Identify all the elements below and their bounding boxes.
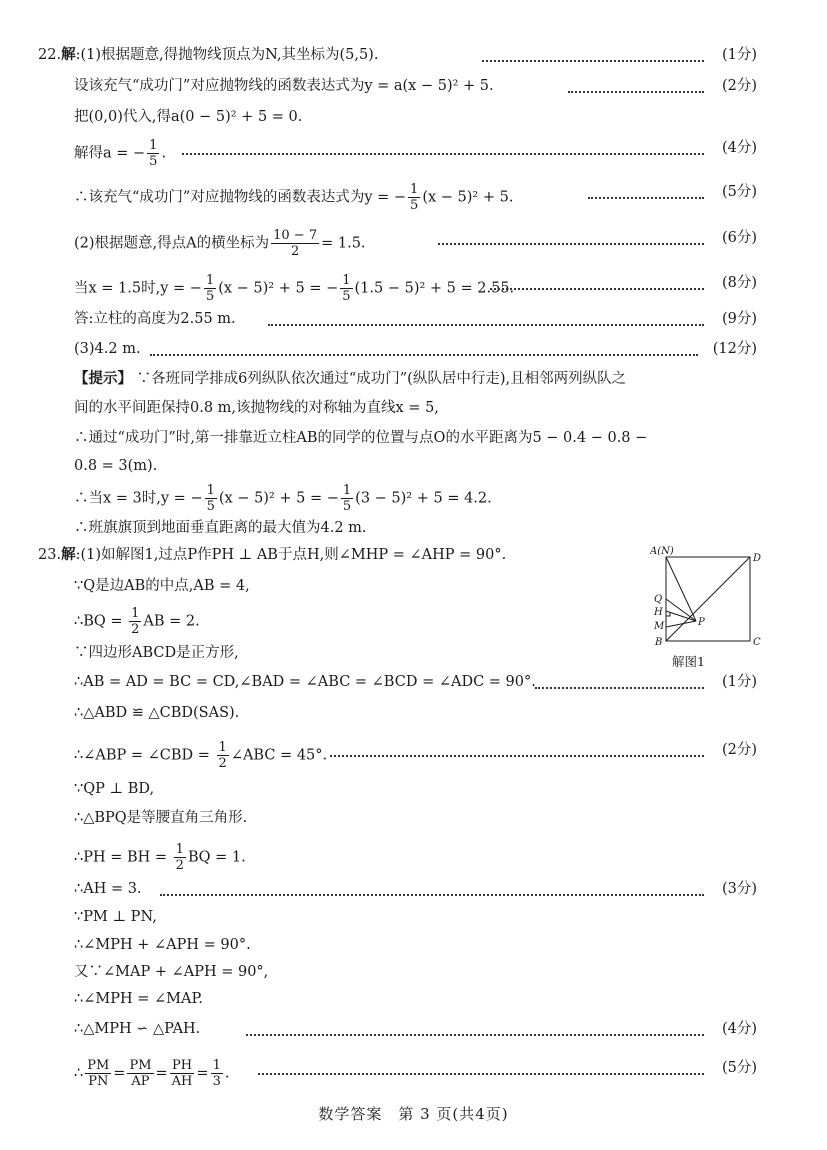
fraction	[340, 273, 352, 304]
fraction-numerator: 1	[206, 483, 215, 498]
fraction	[211, 1058, 223, 1089]
question-number: 22.	[38, 47, 62, 63]
fraction	[174, 842, 186, 873]
fraction-numerator: 1	[131, 606, 140, 621]
tip-label: 【提示】	[74, 370, 132, 387]
answer-line: ∴通过“成功门”时,第一排靠近立柱AB的同学的位置与点O的水平距离为5 − 0.4 − 0.8 −	[74, 430, 648, 446]
dot-leader	[246, 1034, 704, 1036]
answer-line: ∴△BPQ是等腰直角三角形.	[74, 810, 248, 826]
line-text: ∴BQ =	[74, 613, 128, 630]
score-mark: (5分)	[721, 1060, 757, 1076]
fraction-numerator: 1	[410, 182, 419, 197]
figure-caption: 解图1	[672, 654, 705, 669]
fraction	[147, 138, 159, 169]
score-mark: (4分)	[721, 1021, 757, 1037]
geometry-figure	[650, 545, 770, 670]
fraction	[217, 740, 229, 771]
fraction-denominator: 5	[410, 198, 419, 213]
fraction	[129, 606, 141, 637]
answer-line	[38, 545, 506, 565]
fraction-denominator: 5	[205, 289, 215, 304]
line-text: ∴该充气“成功门”对应抛物线的函数表达式为y = −	[74, 189, 407, 206]
fraction-numerator: 1	[175, 842, 184, 857]
fraction-numerator: 10 − 7	[273, 228, 318, 243]
fraction-denominator: 5	[149, 154, 158, 169]
line-text: ∴	[74, 1065, 84, 1082]
answer-line	[74, 842, 246, 873]
line-text: .	[224, 1065, 230, 1082]
fraction	[408, 182, 420, 213]
label-q: Q	[654, 594, 663, 605]
score-mark: (1分)	[721, 674, 757, 690]
line-text: ∠ABC = 45°.	[230, 747, 328, 764]
dot-leader	[182, 153, 704, 155]
answer-line: ∴AB = AD = BC = CD,∠BAD = ∠ABC = ∠BCD = ∠ADC = 90°.	[74, 674, 536, 690]
line-text: (x − 5)² + 5 = −	[218, 280, 339, 297]
line-text: = 1.5.	[321, 235, 366, 252]
label-c: C	[753, 637, 761, 648]
score-mark: (2分)	[721, 78, 757, 94]
label-b: B	[655, 637, 663, 648]
dot-leader	[258, 1073, 704, 1075]
answer-line	[74, 369, 626, 389]
fraction-denominator: 3	[212, 1074, 221, 1089]
label-h: H	[654, 607, 663, 618]
answer-line	[74, 1058, 229, 1089]
dot-leader	[438, 243, 704, 245]
fraction-denominator: 5	[342, 289, 351, 304]
line-text: :(1)根据题意,得抛物线顶点为N,其坐标为(5,5).	[75, 47, 379, 63]
answer-line: ∴△MPH ∽ △PAH.	[74, 1021, 201, 1037]
answer-line: 0.8 = 3(m).	[74, 458, 158, 474]
score-mark: (6分)	[721, 230, 757, 246]
line-text: .	[161, 145, 167, 162]
answer-line	[74, 606, 200, 637]
fraction	[205, 483, 217, 514]
fraction-denominator: AP	[131, 1074, 150, 1089]
fraction-numerator: 1	[218, 740, 227, 755]
fraction-numerator: 1	[205, 273, 215, 288]
label-p: P	[698, 617, 705, 628]
label-d: D	[753, 553, 762, 564]
line-text: =	[113, 1065, 126, 1082]
line-text: 解得a = −	[74, 145, 146, 162]
fraction	[271, 228, 319, 259]
answer-line: ∵四边形ABCD是正方形,	[74, 645, 239, 661]
line-text: (3 − 5)² + 5 = 4.2.	[355, 490, 492, 507]
diagonal-bd	[666, 557, 750, 641]
answer-line: ∴∠MPH + ∠APH = 90°.	[74, 937, 251, 953]
answer-line	[74, 483, 492, 514]
page-footer: 数学答案 第 3 页(共4页)	[318, 1105, 509, 1123]
line-text: :(1)如解图1,过点P作PH ⊥ AB于点H,则∠MHP = ∠AHP = 90°.	[75, 547, 507, 563]
fraction-denominator: 2	[218, 756, 227, 771]
line-text: (2)根据题意,得点A的横坐标为	[74, 235, 270, 252]
fraction	[204, 273, 216, 304]
score-mark: (3分)	[721, 881, 757, 897]
dot-leader	[268, 324, 704, 326]
answer-line: ∵PM ⊥ PN,	[74, 909, 157, 925]
line-text: (x − 5)² + 5 = −	[218, 490, 339, 507]
line-text: =	[196, 1065, 209, 1082]
fraction-denominator: 5	[342, 499, 352, 514]
fraction-denominator: 5	[206, 499, 215, 514]
answer-line	[74, 182, 513, 213]
fraction-numerator: PH	[170, 1058, 195, 1074]
line-text: =	[155, 1065, 168, 1082]
line-text: ∴当x = 3时,y = −	[74, 490, 203, 507]
dot-leader	[568, 91, 704, 93]
fraction-numerator: 1	[212, 1058, 221, 1073]
fraction	[127, 1058, 153, 1089]
fraction-denominator: 2	[175, 858, 184, 873]
line-text: (1.5 − 5)² + 5 = 2.55.	[354, 280, 515, 297]
score-mark: (2分)	[721, 742, 757, 758]
answer-line: ∵QP ⊥ BD,	[74, 781, 155, 797]
line-text: (x − 5)² + 5.	[422, 189, 514, 206]
segment-ap	[666, 557, 696, 621]
answer-line	[74, 273, 514, 304]
score-mark: (12分)	[712, 341, 757, 357]
dot-leader	[535, 687, 704, 689]
fraction-numerator: 1	[342, 273, 351, 288]
answer-line	[38, 45, 378, 65]
answer-line	[74, 740, 327, 771]
score-mark: (5分)	[721, 184, 757, 200]
fraction-denominator: PN	[88, 1074, 109, 1089]
answer-line	[74, 138, 166, 169]
label-m: M	[654, 621, 665, 632]
score-mark: (1分)	[721, 47, 757, 63]
answer-line	[74, 228, 366, 259]
fraction	[85, 1058, 111, 1089]
answer-line: ∵Q是边AB的中点,AB = 4,	[74, 578, 250, 594]
segment-qp	[666, 599, 696, 621]
fraction-denominator: 2	[290, 244, 300, 259]
dot-leader	[150, 354, 698, 356]
fraction-numerator: 1	[149, 138, 158, 153]
dot-leader	[330, 755, 704, 757]
score-mark: (9分)	[721, 311, 757, 327]
dot-leader	[588, 197, 704, 199]
fraction	[170, 1058, 195, 1089]
answer-line: (3)4.2 m.	[74, 341, 141, 357]
score-mark: (4分)	[721, 140, 757, 156]
fraction-denominator: AH	[171, 1074, 193, 1089]
fraction-numerator: PM	[87, 1058, 110, 1073]
answer-line: ∴∠MPH = ∠MAP.	[74, 991, 203, 1007]
answer-line: ∴AH = 3.	[74, 881, 142, 897]
answer-line: 又∵∠MAP + ∠APH = 90°,	[74, 964, 269, 980]
line-text: ∵各班同学排成6列纵队依次通过“成功门”(纵队居中行走),且相邻两列纵队之	[132, 371, 627, 387]
answer-line: 答:立柱的高度为2.55 m.	[74, 311, 236, 327]
answer-line: ∴班旗旗顶到地面垂直距离的最大值为4.2 m.	[74, 520, 367, 536]
line-text: ∴PH = BH =	[74, 849, 172, 866]
dot-leader	[482, 60, 704, 62]
question-number: 23.	[38, 547, 62, 563]
score-mark: (8分)	[721, 275, 757, 291]
label-a: A(N)	[650, 546, 674, 557]
fraction-denominator: 2	[131, 622, 140, 637]
fraction-numerator: 1	[342, 483, 352, 498]
dot-leader	[160, 894, 704, 896]
answer-line: 设该充气“成功门”对应抛物线的函数表达式为y = a(x − 5)² + 5.	[74, 78, 494, 94]
solution-label: 解	[61, 546, 76, 563]
line-text: ∴∠ABP = ∠CBD =	[74, 747, 215, 764]
answer-line: 把(0,0)代入,得a(0 − 5)² + 5 = 0.	[74, 109, 303, 125]
line-text: AB = 2.	[143, 613, 200, 630]
fraction	[341, 483, 353, 514]
answer-line: 间的水平间距保持0.8 m,该抛物线的对称轴为直线x = 5,	[74, 400, 439, 416]
line-text: BQ = 1.	[187, 849, 246, 866]
dot-leader	[490, 288, 704, 290]
fraction-numerator: PM	[129, 1058, 152, 1073]
answer-line: ∴△ABD ≌ △CBD(SAS).	[74, 705, 240, 721]
solution-label: 解	[61, 46, 76, 63]
line-text: 当x = 1.5时,y = −	[74, 280, 202, 297]
